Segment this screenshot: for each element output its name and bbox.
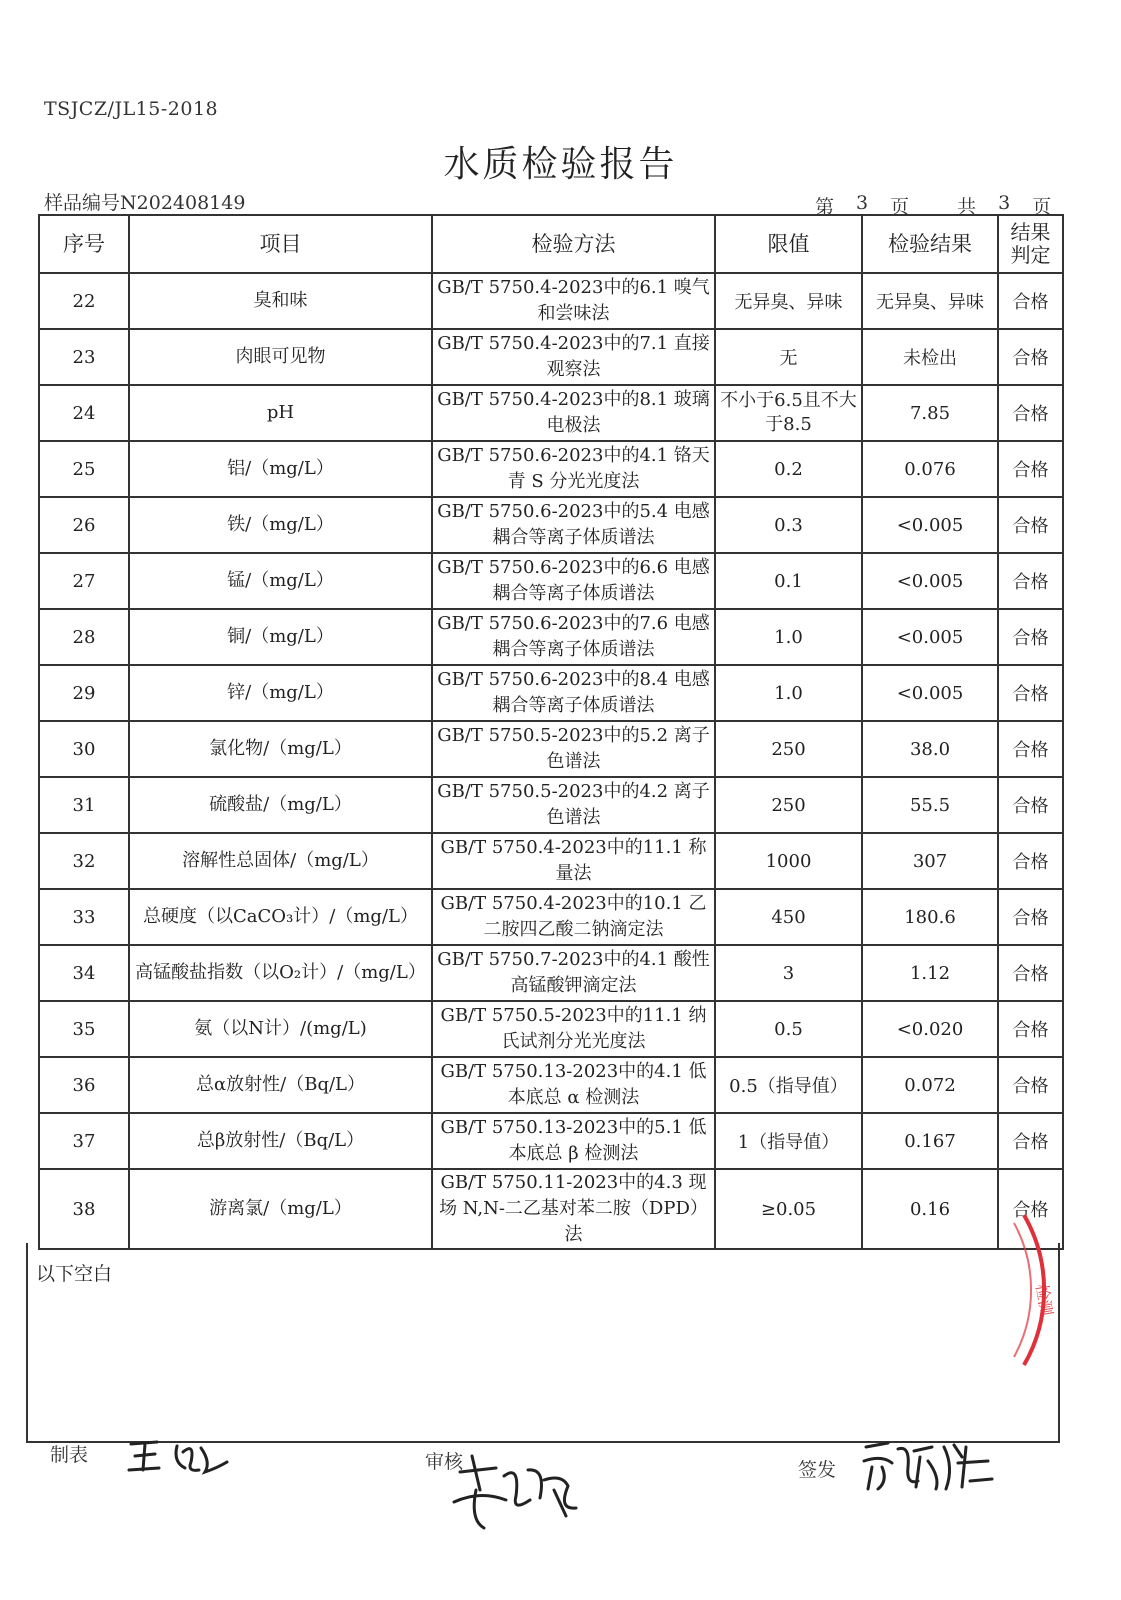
table-row xyxy=(39,441,1063,497)
row-result: <0.020 xyxy=(862,1001,998,1057)
row-method: GB/T 5750.6-2023中的7.6 电感耦合等离子体质谱法 xyxy=(432,609,715,665)
row-result: <0.005 xyxy=(862,665,998,721)
header-seq: 序号 xyxy=(39,215,129,273)
row-item: 臭和味 xyxy=(129,273,432,329)
table-row xyxy=(39,553,1063,609)
table-row xyxy=(39,833,1063,889)
header-item: 项目 xyxy=(129,215,432,273)
row-seq: 22 xyxy=(39,273,129,329)
row-judgment: 合格 xyxy=(998,609,1063,665)
row-method: GB/T 5750.4-2023中的8.1 玻璃电极法 xyxy=(432,385,715,441)
row-result: <0.005 xyxy=(862,609,998,665)
row-seq: 31 xyxy=(39,777,129,833)
row-method: GB/T 5750.4-2023中的10.1 乙二胺四乙酸二钠滴定法 xyxy=(432,889,715,945)
row-limit: ≥0.05 xyxy=(715,1169,862,1249)
sample-number-label: 样品编号 xyxy=(44,192,121,214)
issued-by-signature xyxy=(858,1437,998,1497)
row-method: GB/T 5750.5-2023中的11.1 纳氏试剂分光光度法 xyxy=(432,1001,715,1057)
table-row xyxy=(39,329,1063,385)
row-limit: 0.5（指导值） xyxy=(715,1057,862,1113)
blank-area xyxy=(26,1243,1060,1443)
row-item: 总硬度（以CaCO₃计）/（mg/L） xyxy=(129,889,432,945)
row-limit: 250 xyxy=(715,721,862,777)
table-row xyxy=(39,273,1063,329)
row-result: 180.6 xyxy=(862,889,998,945)
row-item: 铝/（mg/L） xyxy=(129,441,432,497)
page-total-unit: 页 xyxy=(1032,196,1052,218)
prepared-by-label: 制表 xyxy=(50,1444,89,1466)
row-judgment: 合格 xyxy=(998,1113,1063,1169)
row-seq: 28 xyxy=(39,609,129,665)
row-item: 高锰酸盐指数（以O₂计）/（mg/L） xyxy=(129,945,432,1001)
row-judgment: 合格 xyxy=(998,777,1063,833)
row-result: 0.076 xyxy=(862,441,998,497)
svg-text:检测: 检测 xyxy=(1032,1282,1057,1318)
table-row xyxy=(39,1169,1063,1249)
row-seq: 38 xyxy=(39,1169,129,1249)
table-body xyxy=(39,273,1063,1249)
header-judgment: 结果判定 xyxy=(998,215,1063,273)
row-item: 氨（以N计）/(mg/L) xyxy=(129,1001,432,1057)
row-method: GB/T 5750.7-2023中的4.1 酸性高锰酸钾滴定法 xyxy=(432,945,715,1001)
page-current: 3 xyxy=(856,192,869,214)
header-limit: 限值 xyxy=(715,215,862,273)
row-limit: 不小于6.5且不大于8.5 xyxy=(715,385,862,441)
row-seq: 36 xyxy=(39,1057,129,1113)
row-result: 55.5 xyxy=(862,777,998,833)
row-result: 0.072 xyxy=(862,1057,998,1113)
row-item: 氯化物/（mg/L） xyxy=(129,721,432,777)
row-method: GB/T 5750.4-2023中的6.1 嗅气和尝味法 xyxy=(432,273,715,329)
row-result: 无异臭、异味 xyxy=(862,273,998,329)
row-limit: 0.2 xyxy=(715,441,862,497)
row-limit: 0.1 xyxy=(715,553,862,609)
row-result: 0.167 xyxy=(862,1113,998,1169)
table-row xyxy=(39,385,1063,441)
row-limit: 1.0 xyxy=(715,665,862,721)
reviewed-by-signature xyxy=(450,1450,590,1535)
row-judgment: 合格 xyxy=(998,1169,1063,1249)
row-method: GB/T 5750.6-2023中的6.6 电感耦合等离子体质谱法 xyxy=(432,553,715,609)
results-table xyxy=(38,214,1064,1250)
table-row xyxy=(39,609,1063,665)
row-seq: 34 xyxy=(39,945,129,1001)
row-judgment: 合格 xyxy=(998,665,1063,721)
row-result: <0.005 xyxy=(862,497,998,553)
row-seq: 35 xyxy=(39,1001,129,1057)
page-total: 3 xyxy=(998,192,1011,214)
official-seal xyxy=(1010,1205,1080,1375)
row-limit: 450 xyxy=(715,889,862,945)
row-limit: 1000 xyxy=(715,833,862,889)
row-method: GB/T 5750.4-2023中的11.1 称量法 xyxy=(432,833,715,889)
row-method: GB/T 5750.6-2023中的5.4 电感耦合等离子体质谱法 xyxy=(432,497,715,553)
table-row xyxy=(39,1113,1063,1169)
issued-by-label: 签发 xyxy=(798,1459,837,1481)
row-method: GB/T 5750.13-2023中的5.1 低本底总 β 检测法 xyxy=(432,1113,715,1169)
row-item: 铜/（mg/L） xyxy=(129,609,432,665)
table-row xyxy=(39,777,1063,833)
row-result: 38.0 xyxy=(862,721,998,777)
row-result: 0.16 xyxy=(862,1169,998,1249)
row-item: 游离氯/（mg/L） xyxy=(129,1169,432,1249)
table-header-row xyxy=(39,215,1063,273)
row-method: GB/T 5750.11-2023中的4.3 现场 N,N-二乙基对苯二胺（DPD）法 xyxy=(432,1169,715,1249)
row-seq: 37 xyxy=(39,1113,129,1169)
row-judgment: 合格 xyxy=(998,273,1063,329)
row-item: 肉眼可见物 xyxy=(129,329,432,385)
row-seq: 32 xyxy=(39,833,129,889)
row-seq: 26 xyxy=(39,497,129,553)
reviewed-by-label: 审核 xyxy=(425,1451,464,1473)
row-method: GB/T 5750.6-2023中的4.1 铬天青 S 分光光度法 xyxy=(432,441,715,497)
document-code: TSJCZ/JL15-2018 xyxy=(44,98,219,120)
row-item: 总β放射性/（Bq/L） xyxy=(129,1113,432,1169)
row-item: 锰/（mg/L） xyxy=(129,553,432,609)
row-limit: 1（指导值） xyxy=(715,1113,862,1169)
row-limit: 1.0 xyxy=(715,609,862,665)
row-item: 总α放射性/（Bq/L） xyxy=(129,1057,432,1113)
blank-note: 以下空白 xyxy=(36,1263,113,1285)
row-judgment: 合格 xyxy=(998,1001,1063,1057)
row-seq: 24 xyxy=(39,385,129,441)
row-judgment: 合格 xyxy=(998,1057,1063,1113)
row-limit: 3 xyxy=(715,945,862,1001)
row-judgment: 合格 xyxy=(998,497,1063,553)
row-seq: 33 xyxy=(39,889,129,945)
row-method: GB/T 5750.6-2023中的8.4 电感耦合等离子体质谱法 xyxy=(432,665,715,721)
row-item: 铁/（mg/L） xyxy=(129,497,432,553)
row-result: <0.005 xyxy=(862,553,998,609)
row-judgment: 合格 xyxy=(998,441,1063,497)
row-result: 未检出 xyxy=(862,329,998,385)
row-result: 307 xyxy=(862,833,998,889)
row-judgment: 合格 xyxy=(998,553,1063,609)
page-prefix: 第 xyxy=(815,196,835,218)
row-seq: 29 xyxy=(39,665,129,721)
row-item: pH xyxy=(129,385,432,441)
row-method: GB/T 5750.4-2023中的7.1 直接观察法 xyxy=(432,329,715,385)
table-row xyxy=(39,665,1063,721)
row-limit: 250 xyxy=(715,777,862,833)
row-judgment: 合格 xyxy=(998,889,1063,945)
table-row xyxy=(39,497,1063,553)
row-limit: 无异臭、异味 xyxy=(715,273,862,329)
sample-number-value: N202408149 xyxy=(120,192,246,214)
row-seq: 25 xyxy=(39,441,129,497)
sample-number xyxy=(44,188,245,215)
row-judgment: 合格 xyxy=(998,721,1063,777)
row-judgment: 合格 xyxy=(998,385,1063,441)
row-item: 锌/（mg/L） xyxy=(129,665,432,721)
row-limit: 0.5 xyxy=(715,1001,862,1057)
row-judgment: 合格 xyxy=(998,833,1063,889)
table-row xyxy=(39,889,1063,945)
table-row xyxy=(39,945,1063,1001)
row-method: GB/T 5750.5-2023中的5.2 离子色谱法 xyxy=(432,721,715,777)
table-row xyxy=(39,1057,1063,1113)
row-item: 硫酸盐/（mg/L） xyxy=(129,777,432,833)
row-seq: 23 xyxy=(39,329,129,385)
row-result: 7.85 xyxy=(862,385,998,441)
header-method: 检验方法 xyxy=(432,215,715,273)
row-judgment: 合格 xyxy=(998,945,1063,1001)
table-row xyxy=(39,1001,1063,1057)
prepared-by-signature xyxy=(125,1432,235,1482)
table-row xyxy=(39,721,1063,777)
page-total-prefix: 共 xyxy=(957,196,977,218)
report-title: 水质检验报告 xyxy=(443,144,678,185)
header-result: 检验结果 xyxy=(862,215,998,273)
row-judgment: 合格 xyxy=(998,329,1063,385)
row-result: 1.12 xyxy=(862,945,998,1001)
row-seq: 27 xyxy=(39,553,129,609)
row-item: 溶解性总固体/（mg/L） xyxy=(129,833,432,889)
row-method: GB/T 5750.13-2023中的4.1 低本底总 α 检测法 xyxy=(432,1057,715,1113)
page-unit: 页 xyxy=(890,196,910,218)
row-seq: 30 xyxy=(39,721,129,777)
row-method: GB/T 5750.5-2023中的4.2 离子色谱法 xyxy=(432,777,715,833)
row-limit: 无 xyxy=(715,329,862,385)
row-limit: 0.3 xyxy=(715,497,862,553)
